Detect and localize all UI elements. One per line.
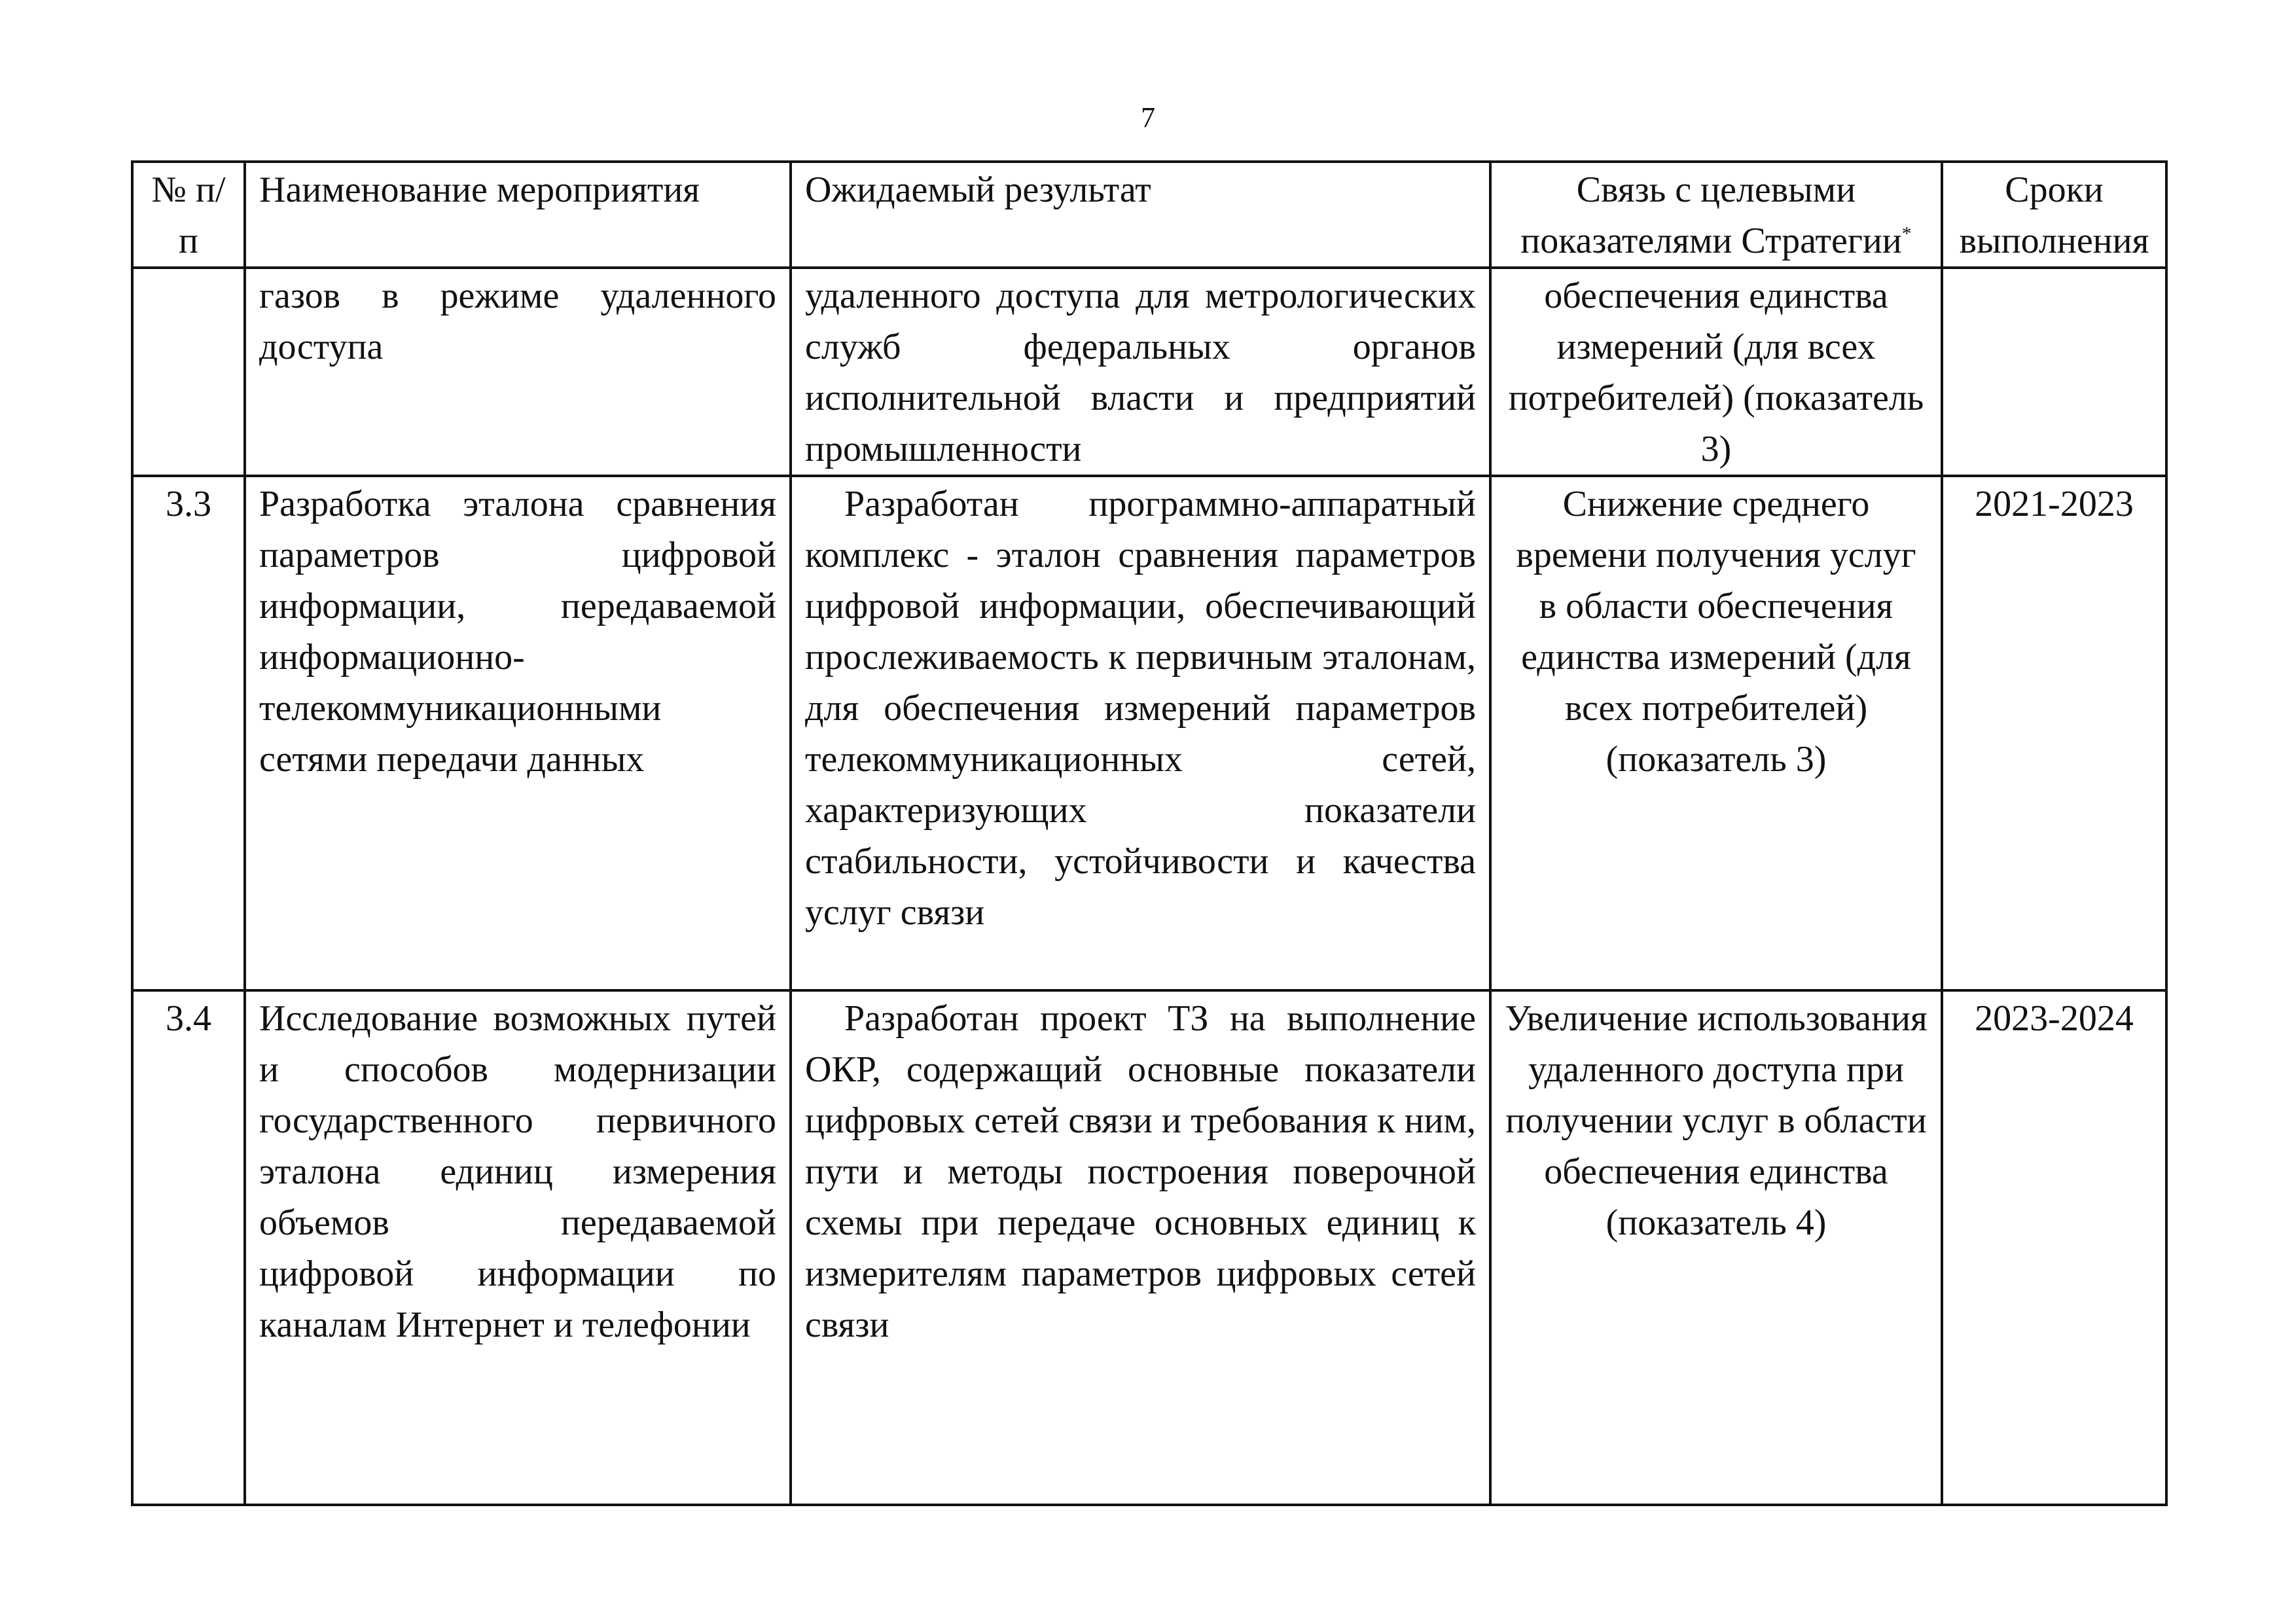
cell-expected-result: Разработан программно-аппаратный комплекс - эталон сравнения параметров цифровой информации, обеспечивающий прослеживаемость к первичным эталонам, для обеспечения измерений параметров телекоммуникационных сетей, характеризующих показатели стабильности, устойчивости и качества услуг связи: [791, 476, 1490, 990]
cell-strategy-link: Снижение среднего времени получения услуг в области обеспечения единства измерений (для всех потребителей) (показатель 3): [1490, 476, 1942, 990]
footnote-mark: *: [1901, 223, 1912, 245]
cell-measure-name: Разработка эталона сравнения параметров цифровой информации, передаваемой информационно-телекоммуникационными сетями передачи данных: [245, 476, 791, 990]
header-measure-name: Наименование мероприятия: [245, 162, 791, 268]
header-expected-result: Ожидаемый результат: [791, 162, 1490, 268]
table-row: [132, 990, 2166, 1505]
cell-number: [132, 268, 245, 476]
cell-strategy-link: Увеличение использования удаленного доступа при получении услуг в области обеспечения единства (показатель 4): [1490, 990, 1942, 1505]
table-row: [132, 476, 2166, 990]
cell-measure-name: газов в режиме удаленного доступа: [245, 268, 791, 476]
cell-deadline: 2023-2024: [1942, 990, 2166, 1505]
header-number: № п/п: [132, 162, 245, 268]
header-strategy-link: Связь с целевыми показателями Стратегии*: [1490, 162, 1942, 268]
page-number: 7: [1141, 101, 1155, 134]
table-row: [132, 268, 2166, 476]
cell-measure-name: Исследование возможных путей и способов модернизации государственного первичного эталона единиц измерения объемов передаваемой цифровой информации по каналам Интернет и телефонии: [245, 990, 791, 1505]
cell-expected-result: удаленного доступа для метрологических служб федеральных органов исполнительной власти и предприятий промышленности: [791, 268, 1490, 476]
cell-number: 3.4: [132, 990, 245, 1505]
measures-table: [131, 160, 2168, 1506]
table-header-row: [132, 162, 2166, 268]
cell-number: 3.3: [132, 476, 245, 990]
header-deadline: Сроки выполнения: [1942, 162, 2166, 268]
cell-deadline: [1942, 268, 2166, 476]
cell-expected-result: Разработан проект ТЗ на выполнение ОКР, содержащий основные показатели цифровых сетей связи и требования к ним, пути и методы построения поверочной схемы при передаче основных единиц к измерителям параметров цифровых сетей связи: [791, 990, 1490, 1505]
cell-strategy-link: обеспечения единства измерений (для всех потребителей) (показатель 3): [1490, 268, 1942, 476]
cell-deadline: 2021-2023: [1942, 476, 2166, 990]
